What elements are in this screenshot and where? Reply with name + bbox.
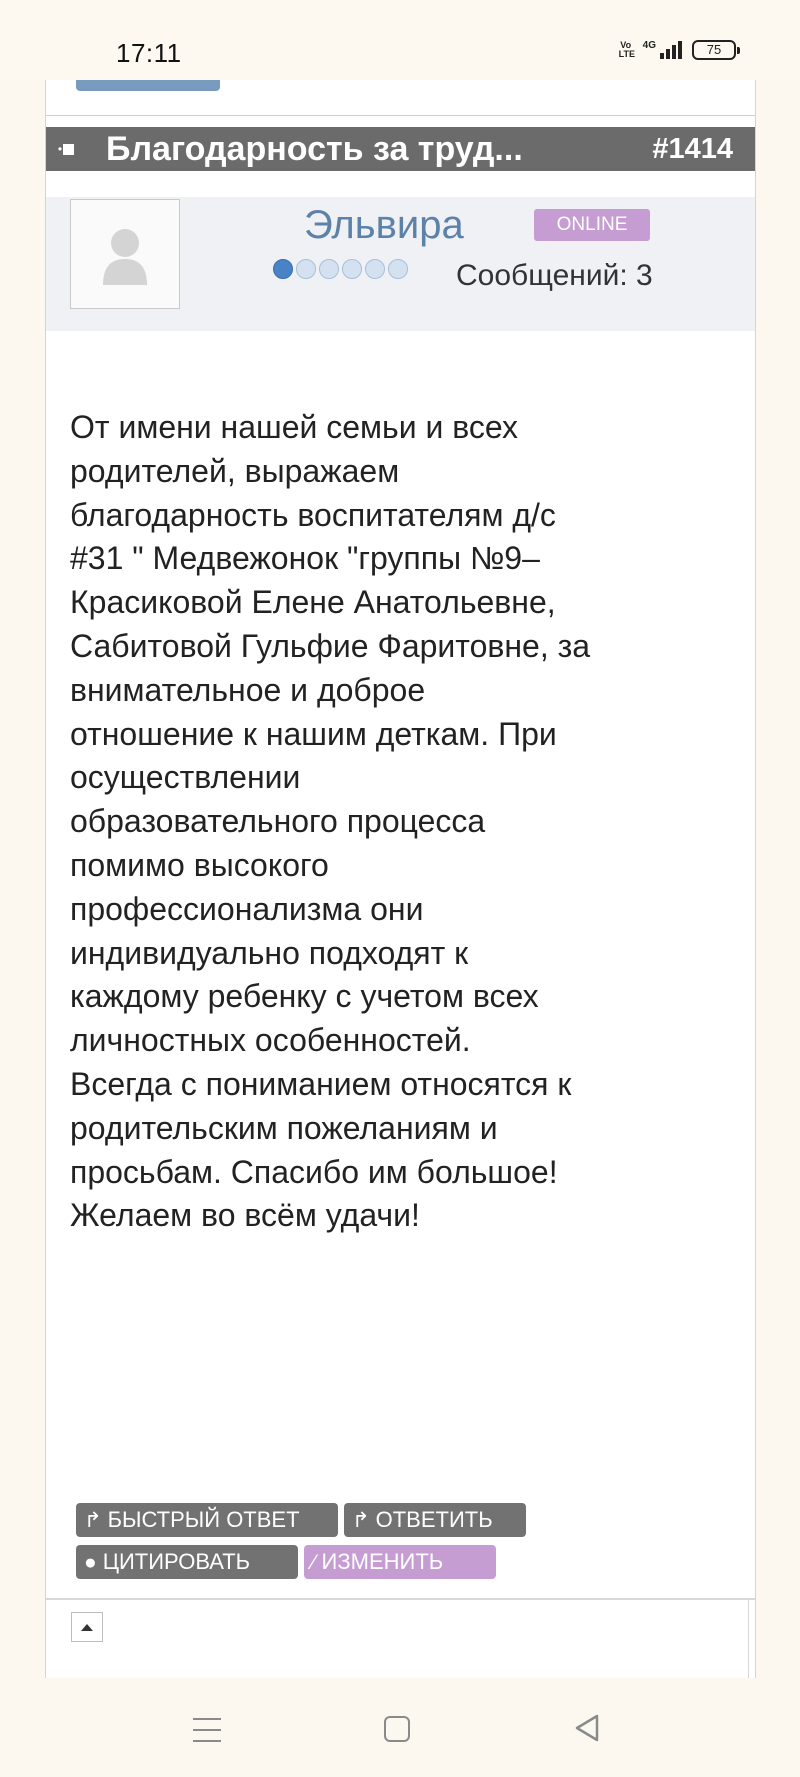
post-body-line: просьбам. Спасибо им большое!: [70, 1153, 558, 1190]
rank-indicator: [273, 259, 408, 279]
post-body-line: внимательное и доброе: [70, 671, 426, 708]
status-bar: [0, 0, 800, 80]
edit-label: ИЗМЕНИТЬ: [321, 1549, 444, 1574]
battery-icon: 75: [692, 40, 736, 60]
post-body-line: индивидуально подходят к: [70, 934, 469, 971]
divider: [46, 1598, 755, 1600]
author-bar: [46, 197, 755, 331]
posts-count: Сообщений: 3: [456, 259, 653, 292]
reply-label: ОТВЕТИТЬ: [375, 1507, 493, 1532]
post-title[interactable]: Благодарность за труд...: [106, 129, 523, 168]
post-body-line: отношение к нашим деткам. При: [70, 715, 557, 752]
volte-icon: Vo LTE: [618, 40, 635, 59]
post-body-line: образовательного процесса: [70, 803, 486, 840]
post-body-line: Сабитовой Гульфие Фаритовне, за: [70, 627, 591, 664]
status-time: 17:11: [116, 38, 182, 68]
speech-bubble-icon: ●: [84, 1550, 97, 1574]
post-body-line: #31 " Медвежонок "группы №9–: [70, 540, 540, 577]
rank-dot: [342, 259, 362, 279]
post-number-link[interactable]: #1414: [652, 132, 733, 165]
quick-reply-button[interactable]: [76, 1503, 338, 1537]
post-body-line: От имени нашей семьи и всех: [70, 409, 518, 445]
rank-dot: [296, 259, 316, 279]
menu-icon[interactable]: [193, 1718, 221, 1751]
reply-button[interactable]: [344, 1503, 526, 1537]
post-body-line: каждому ребенку с учетом всех: [70, 978, 539, 1015]
post-body-line: благодарность воспитателям д/с: [70, 496, 556, 533]
post-body-line: Желаем во всём удачи!: [70, 1197, 420, 1234]
divider: [46, 115, 755, 116]
post-body-line: личностных особенностей.: [70, 1022, 471, 1059]
reply-arrow-icon: ↱: [352, 1508, 370, 1532]
quick-reply-label: БЫСТРЫЙ ОТВЕТ: [107, 1507, 300, 1532]
scroll-to-top-button[interactable]: [71, 1612, 103, 1642]
rank-dot: [388, 259, 408, 279]
online-status-badge: ONLINE: [534, 209, 650, 241]
forum-page: [45, 80, 756, 1678]
rank-dot: [319, 259, 339, 279]
rank-dot: [273, 259, 293, 279]
quote-button[interactable]: [76, 1545, 298, 1579]
system-nav-bar: [0, 1680, 800, 1777]
pencil-icon: ⁄: [312, 1550, 316, 1574]
divider: [748, 1600, 749, 1678]
status-icons: [619, 40, 736, 60]
quote-label: ЦИТИРОВАТЬ: [102, 1549, 251, 1574]
post-bullet-icon: •: [46, 127, 86, 171]
post-body-line: осуществлении: [70, 759, 301, 796]
post-body-line: Красиковой Елене Анатольевне,: [70, 584, 556, 621]
post-body-line: родителей, выражаем: [70, 452, 400, 489]
post-body: [70, 406, 730, 1238]
author-name-link[interactable]: Эльвира: [304, 203, 464, 247]
network-type-label: 4G: [642, 39, 656, 51]
home-icon[interactable]: [384, 1716, 410, 1742]
signal-icon: [660, 41, 682, 59]
rank-dot: [365, 259, 385, 279]
post-body-line: родительским пожеланиям и: [70, 1109, 498, 1146]
previous-post-button[interactable]: [76, 80, 220, 91]
post-body-line: Всегда с пониманием относятся к: [70, 1065, 572, 1102]
default-avatar-icon[interactable]: [70, 199, 180, 309]
post-body-line: помимо высокого: [70, 846, 329, 883]
edit-button[interactable]: [304, 1545, 496, 1579]
back-icon[interactable]: [574, 1714, 600, 1742]
post-header: [46, 127, 755, 171]
post-body-line: профессионализма они: [70, 890, 424, 927]
caret-up-icon: [80, 1622, 94, 1632]
reply-arrow-icon: ↱: [84, 1508, 102, 1532]
